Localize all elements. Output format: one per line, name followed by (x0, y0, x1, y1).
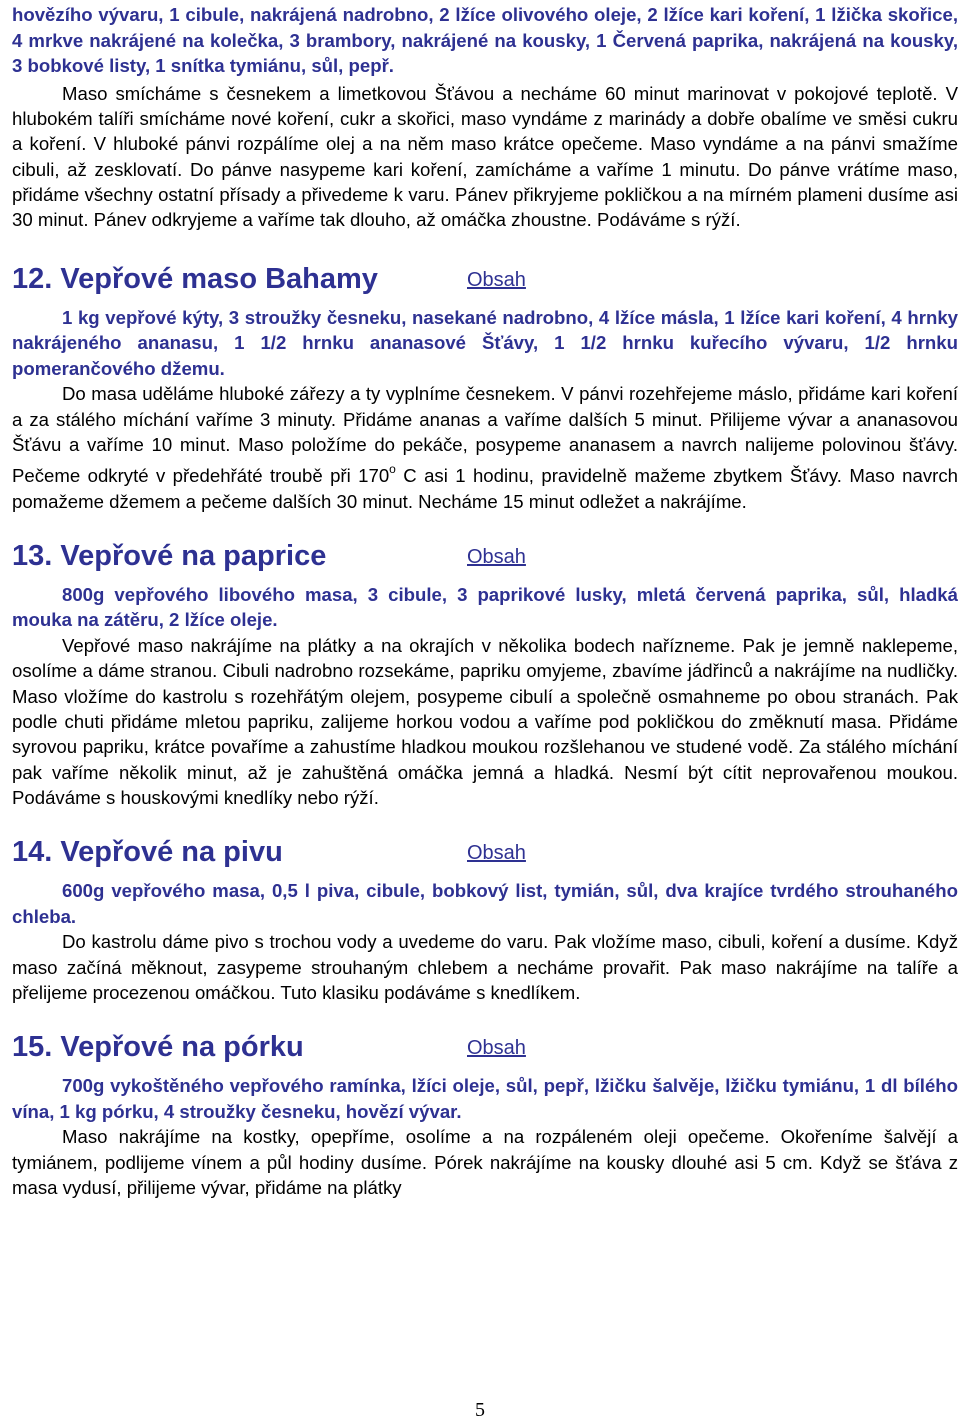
page-number: 5 (475, 1399, 485, 1421)
recipe-method: Maso nakrájíme na kostky, opepříme, osolíme a na rozpáleném oleji opečeme. Okořeníme šalvějí a tymiánem, podlijeme vínem a půl hodiny dusíme. Pórek nakrájíme na kousky dlouhé asi 5 cm. Když se šťáva z masa vydusí, přilijeme vývar, přidáme na plátky (12, 1126, 958, 1198)
recipe-title: 15. Vepřové na pórku (12, 1031, 304, 1064)
recipe-method: Do kastrolu dáme pivo s trochou vody a uvedeme do varu. Pak vložíme maso, cibuli, koření a dusíme. Když maso začíná měknout, zasypeme strouhaným chlebem a necháme provařit. Pak maso nakrájíme na talíře a přelijeme procezenou omáčkou. Tuto klasiku podáváme s knedlíkem. (12, 931, 958, 1003)
recipe-ingredients: 800g vepřového libového masa, 3 cibule, 3 paprikové lusky, mletá červená paprika, sůl, hladká mouka na zátěru, 2 lžíce oleje. (12, 583, 958, 631)
intro-section (12, 2, 958, 233)
recipe-12 (12, 259, 958, 514)
recipe-heading (12, 832, 958, 874)
recipe-13 (12, 536, 958, 810)
recipe-heading (12, 259, 958, 301)
obsah-link[interactable]: Obsah (467, 268, 526, 291)
method-text-b: C asi 1 hodinu, pravidelně mažeme zbytkem Šťávy. Maso navrch pomažeme džemem a pečeme dalších 30 minut. Necháme 15 minut odležet a nakrájíme. (12, 465, 958, 512)
intro-ingredients: hovězího vývaru, 1 cibule, nakrájená nadrobno, 2 lžíce olivového oleje, 2 lžíce kari koření, 1 lžička skořice, 4 mrkve nakrájené na kolečka, 3 brambory, nakrájené na kousky, 1 Červená paprika, nakrájená na kousky, 3 bobkové listy, 1 snítka tymiánu, sůl, pepř. (12, 4, 958, 77)
obsah-link[interactable]: Obsah (467, 545, 526, 568)
method-text-a: Do masa uděláme hluboké zářezy a ty vyplníme česnekem. V pánvi rozehřejeme máslo, přidáme kari koření a za stálého míchání vaříme 3 minuty. Přidáme ananas a vaříme dalších 5 minut. Přilijeme vývar a ananasovou Šťávu a vaříme 10 minut. Maso položíme do pekáče, posypeme ananasem a navrch nalijeme polovinou šťávy. Pečeme odkryté v předehřáté troubě při 170 (12, 383, 958, 487)
recipe-heading (12, 536, 958, 578)
recipe-method (12, 381, 958, 513)
recipe-14 (12, 832, 958, 1005)
recipe-ingredients: 600g vepřového masa, 0,5 l piva, cibule, bobkový list, tymián, sůl, dva krajíce tvrdého strouhaného chleba. (12, 880, 958, 927)
degree-mark: o (389, 462, 396, 477)
recipe-15 (12, 1027, 958, 1200)
recipe-method: Vepřové maso nakrájíme na plátky a na okrajích v několika bodech nařízneme. Pak je jemně naklepeme, osolíme a dáme stranou. Cibuli nadrobno rozsekáme, papriku omyjeme, zbavíme jádřinců a nakrájíme na nudličky. Maso vložíme do kastrolu s rozehřátým olejem, posypeme cibulí a společně osmahneme po obou stranách. Pak podle chuti přidáme mletou papriku, zalijeme horkou vodou a vaříme pod pokličkou do změknutí masa. Přidáme syrovou papriku, krátce povaříme a zahustíme hladkou moukou rozšlehanou ve studené vodě. Za stálého míchání pak vaříme několik minut, až je zahuštěná omáčka jemná a hladká. Nesmí být cítit neprovařenou moukou. Podáváme s houskovými knedlíky nebo rýží. (12, 635, 958, 808)
document-page (12, 0, 958, 1200)
recipe-ingredients: 700g vykoštěného vepřového ramínka, lžíci oleje, sůl, pepř, lžičku šalvěje, lžičku tymiánu, 1 dl bílého vína, 1 kg pórku, 4 stroužky česneku, hovězí vývar. (12, 1075, 958, 1122)
recipe-title: 12. Vepřové maso Bahamy (12, 262, 378, 295)
obsah-link[interactable]: Obsah (467, 1037, 526, 1060)
recipe-title: 13. Vepřové na paprice (12, 539, 327, 572)
intro-method: Maso smícháme s česnekem a limetkovou Šťávou a necháme 60 minut marinovat v pokojové teplotě. V hlubokém talíři smícháme nové koření, cukr a skořici, maso vyndáme z marinády a dobře obalíme ve směsi cukru a koření. V hluboké pánvi rozpálíme olej a na něm maso krátce opečeme. Maso vyndáme a na pánvi smažíme cibuli, až zesklovatí. Do pánve nasypeme kari koření, zamícháme a vaříme 1 minutu. Do pánve vrátíme maso, přidáme všechny ostatní přísady a přivedeme k varu. Pánev přikryjeme pokličkou a na mírném plameni dusíme asi 30 minut. Pánev odkryjeme a vaříme tak dlouho, až omáčka zhoustne. Podáváme s rýží. (12, 82, 958, 231)
obsah-link[interactable]: Obsah (467, 842, 526, 865)
recipe-ingredients: 1 kg vepřové kýty, 3 stroužky česneku, nasekané nadrobno, 4 lžíce másla, 1 lžíce kari koření, 4 hrnky nakrájeného ananasu, 1 1/2 hrnku ananasové Šťávy, 1 1/2 hrnku kuřecího vývaru, 1/2 hrnku pomerančového džemu. (12, 306, 958, 379)
recipe-heading (12, 1027, 958, 1069)
recipe-title: 14. Vepřové na pivu (12, 836, 283, 869)
